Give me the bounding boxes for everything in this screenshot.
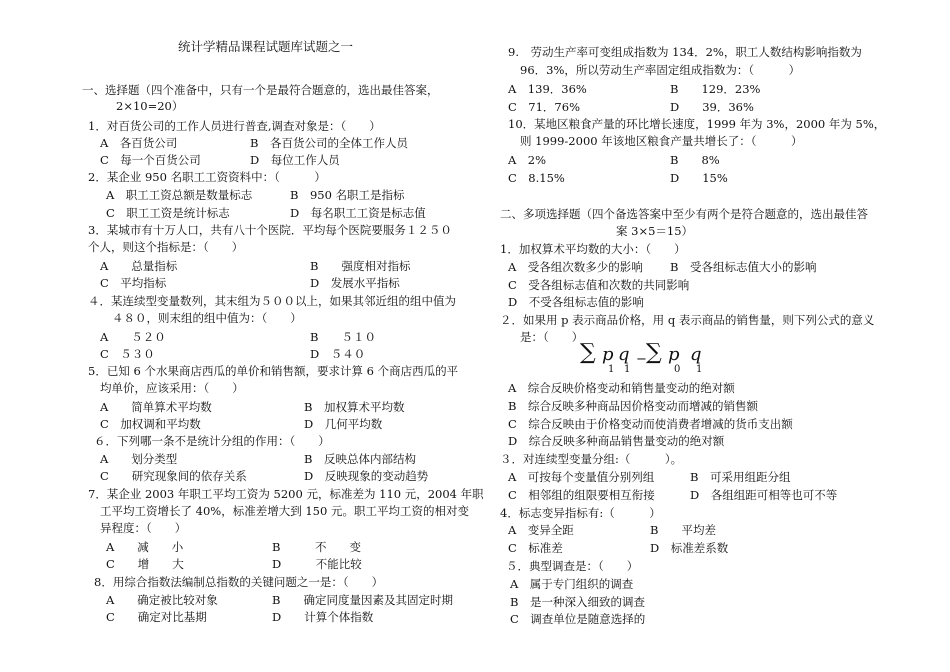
- q1-option-d[interactable]: D 每位工作人员: [250, 153, 340, 167]
- q9-option-a[interactable]: A 139．36%: [508, 82, 587, 96]
- m3-option-d[interactable]: D 各组组距可相等也可不等: [690, 488, 838, 502]
- q10-option-c[interactable]: C 8.15%: [508, 171, 565, 185]
- q6-stem: ６．下列哪一条不是统计分组的作用：（ ）: [94, 434, 330, 448]
- m5-option-c[interactable]: C 调查单位是随意选择的: [510, 612, 646, 626]
- m2-option-c[interactable]: C 综合反映由于价格变动而使消费者增减的货币支出额: [508, 417, 793, 431]
- q1-stem: 1．对百货公司的工作人员进行普查,调查对象是：（ ）: [88, 119, 381, 133]
- m1-option-b[interactable]: B 受各组标志值大小的影响: [670, 260, 817, 274]
- q7-stem: 7．某企业 2003 年职工平均工资为 5200 元，标准差为 110 元，2004 年职: [88, 487, 484, 501]
- q8-option-d[interactable]: D 计算个体指数: [272, 610, 374, 624]
- formula-q1: q: [618, 344, 630, 365]
- q9-option-d[interactable]: D 39．36%: [670, 100, 754, 114]
- m1-option-d[interactable]: D 不受各组标志值的影响: [508, 295, 644, 309]
- q2-option-d[interactable]: D 每名职工工资是标志值: [290, 206, 426, 220]
- m3-option-c[interactable]: C 相邻组的组限要相互衔接: [508, 488, 655, 502]
- q1-option-a[interactable]: A 各百货公司: [100, 136, 178, 150]
- q8-option-c[interactable]: C 确定对比基期: [106, 610, 207, 624]
- m1-option-c[interactable]: C 受各组标志值和次数的共同影响: [508, 278, 690, 292]
- q9-stem-cont: 96．3%，所以劳动生产率固定组成指数为：（ ）: [520, 63, 801, 77]
- q2-option-a[interactable]: A 职工工资总额是数量标志: [106, 188, 253, 202]
- q8-option-a[interactable]: A 确定被比较对象: [106, 593, 218, 607]
- m4-option-d[interactable]: D 标准差系数: [650, 541, 729, 555]
- q3-option-a[interactable]: A 总量指标: [100, 259, 178, 273]
- q4-option-b[interactable]: B ５１０: [310, 330, 376, 344]
- m3-stem: ３．对连续型变量分组:（ ）。: [500, 452, 683, 466]
- q10-option-b[interactable]: B 8%: [670, 153, 720, 167]
- q4-option-a[interactable]: A ５２０: [100, 330, 166, 344]
- q7-option-d[interactable]: D 不能比较: [272, 557, 362, 571]
- q7-option-a[interactable]: A 减 小: [106, 540, 184, 554]
- q10-option-a[interactable]: A 2%: [508, 153, 547, 167]
- q4-option-c[interactable]: C ５３０: [100, 347, 155, 361]
- section1-heading: 一、选择题（四个准备中，只有一个是最符合题意的，选出最佳答案，: [82, 83, 439, 97]
- m4-option-b[interactable]: B 平均差: [650, 523, 716, 537]
- formula-p1: p: [602, 344, 614, 365]
- q4-stem-cont: ４８０，则末组的组中值为：（ ）: [112, 311, 302, 325]
- m1-stem: 1．加权算术平均数的大小：（ ）: [500, 242, 686, 256]
- sub-p1: 1: [608, 364, 615, 375]
- sum-symbol: ∑: [580, 340, 596, 365]
- formula-q1b: q: [690, 344, 702, 365]
- q3-option-b[interactable]: B 强度相对指标: [310, 259, 411, 273]
- q10-stem: 10．某地区粮食产量的环比增长速度，1999 年为 3%，2000 年为 5%，: [508, 117, 886, 131]
- section2-heading-cont: 案 3×5＝15）: [616, 224, 694, 238]
- q3-stem-cont: 个人，则这个指标是：（ ）: [88, 240, 244, 254]
- q2-option-c[interactable]: C 职工工资是统计标志: [106, 206, 230, 220]
- m5-option-b[interactable]: B 是一种深入细致的调查: [510, 595, 645, 609]
- q5-stem: 5．已知 6 个水果商店西瓜的单价和销售额，要求计算 6 个商店西瓜的平: [88, 364, 459, 378]
- q10-stem-cont: 则 1999-2000 年该地区粮食产量共增长了：（ ）: [520, 134, 803, 148]
- q5-option-c[interactable]: C 加权调和平均数: [100, 417, 201, 431]
- q3-stem: 3．某城市有十万人口，共有八十个医院．平均每个医院要服务１２５０: [88, 223, 452, 237]
- m4-option-a[interactable]: A 变异全距: [508, 523, 574, 537]
- q4-option-d[interactable]: D ５４０: [310, 347, 366, 361]
- q1-option-c[interactable]: C 每一个百货公司: [100, 153, 201, 167]
- q6-option-c[interactable]: C 研究现象间的依存关系: [100, 469, 247, 483]
- sub-p0: 0: [674, 364, 681, 375]
- q2-stem: 2．某企业 950 名职工工资资料中：（ ）: [88, 170, 326, 184]
- m3-option-b[interactable]: B 可采用组距分组: [690, 470, 791, 484]
- m2-option-b[interactable]: B 综合反映多种商品因价格变动而增减的销售额: [508, 399, 758, 413]
- m5-option-a[interactable]: A 属于专门组织的调查: [510, 577, 634, 591]
- m2-stem-cont: 是：（ ）: [520, 330, 584, 344]
- q7-stem-cont: 工平均工资增长了 40%，标准差增大到 150 元。职工平均工资的相对变: [100, 504, 469, 518]
- q7-option-c[interactable]: C 增 大: [106, 557, 184, 571]
- formula-minus: −: [636, 352, 647, 367]
- q6-option-a[interactable]: A 划分类型: [100, 452, 178, 466]
- q5-option-d[interactable]: D 几何平均数: [304, 417, 383, 431]
- sub-q1: 1: [624, 364, 631, 375]
- q7-option-b[interactable]: B 不 变: [272, 540, 361, 554]
- m5-stem: ５．典型调查是：（ ）: [506, 559, 639, 573]
- q7-stem-cont2: 异程度：（ ）: [100, 521, 187, 535]
- q9-stem: 9. 劳动生产率可变组成指数为 134．2%，职工人数结构影响指数为: [508, 45, 862, 59]
- sum-symbol-2: ∑: [646, 340, 662, 365]
- q3-option-c[interactable]: C 平均指标: [100, 276, 167, 290]
- q3-option-d[interactable]: D 发展水平指标: [310, 276, 400, 290]
- m3-option-a[interactable]: A 可按每个变量值分别列组: [508, 470, 655, 484]
- q5-option-a[interactable]: A 简单算术平均数: [100, 400, 212, 414]
- q1-option-b[interactable]: B 各百货公司的全体工作人员: [250, 136, 408, 150]
- m4-stem: 4．标志变异指标有:（ ）: [500, 506, 661, 520]
- q6-option-b[interactable]: B 反映总体内部结构: [304, 452, 416, 466]
- q2-option-b[interactable]: B 950 名职工是指标: [290, 188, 405, 202]
- q5-stem-cont: 均单价，应该采用：（ ）: [100, 381, 244, 395]
- q4-stem: ４．某连续型变量数列，其末组为５００以上，如果其邻近组的组中值为: [88, 294, 456, 308]
- m2-option-a[interactable]: A 综合反映价格变动和销售量变动的绝对额: [508, 381, 735, 395]
- m4-option-c[interactable]: C 标准差: [508, 541, 563, 555]
- section1-heading-cont: 2×10=20）: [116, 99, 184, 113]
- q8-option-b[interactable]: B 确定同度量因素及其固定时期: [272, 593, 453, 607]
- q10-option-d[interactable]: D 15%: [670, 171, 728, 185]
- q5-option-b[interactable]: B 加权算术平均数: [304, 400, 405, 414]
- formula-p0: p: [668, 344, 680, 365]
- q8-stem: 8．用综合指数法编制总指数的关键问题之一是：（ ）: [94, 575, 384, 589]
- document-title: 统计学精品课程试题库试题之一: [178, 39, 354, 54]
- m2-option-d[interactable]: D 综合反映多种商品销售量变动的绝对额: [508, 434, 725, 448]
- section2-heading: 二、多项选择题（四个备选答案中至少有两个是符合题意的，选出最佳答: [500, 207, 868, 221]
- q9-option-b[interactable]: B 129．23%: [670, 82, 761, 96]
- m1-option-a[interactable]: A 受各组次数多少的影响: [508, 260, 643, 274]
- m2-stem: ２．如果用 p 表示商品价格，用 q 表示商品的销售量，则下列公式的意义: [500, 313, 875, 327]
- q9-option-c[interactable]: C 71．76%: [508, 100, 580, 114]
- q6-option-d[interactable]: D 反映现象的变动趋势: [304, 469, 429, 483]
- sub-q1b: 1: [696, 364, 703, 375]
